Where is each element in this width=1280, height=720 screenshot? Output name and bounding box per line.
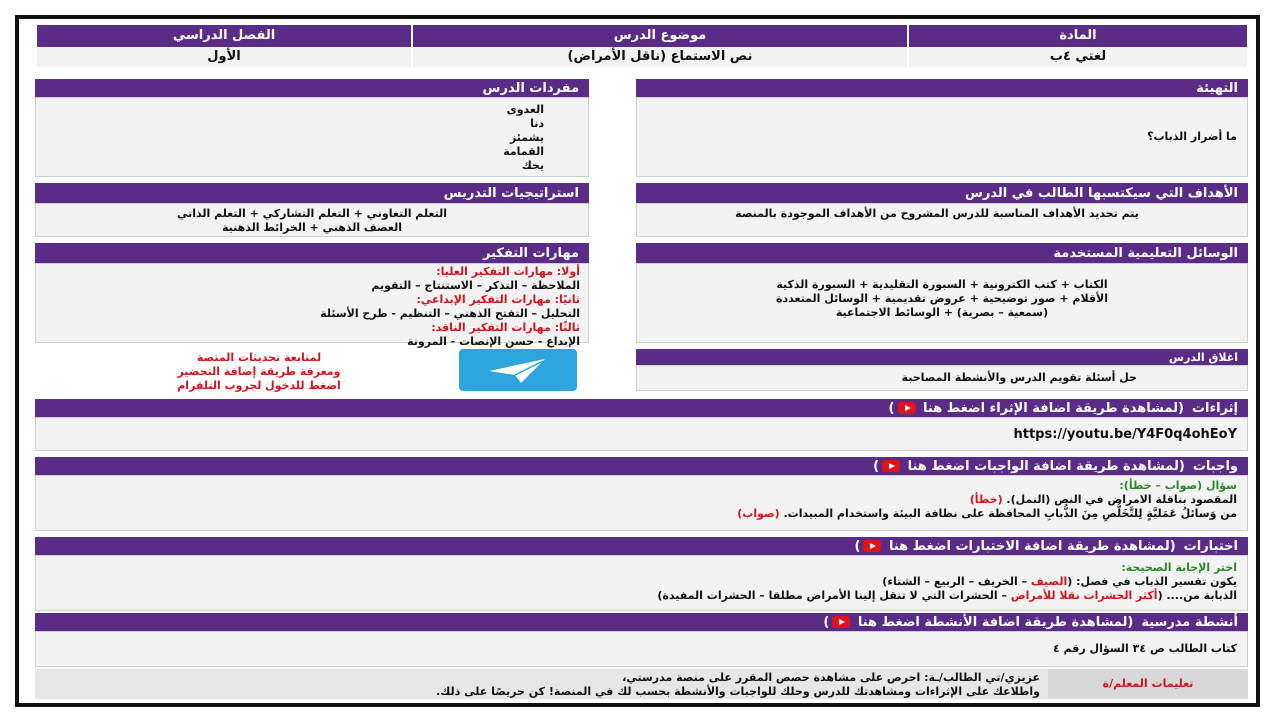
- subject-column: [907, 25, 1247, 71]
- vocabulary-title: مفردات الدرس: [35, 79, 589, 97]
- objectives-box: [636, 203, 1248, 237]
- header-table: [35, 25, 1247, 71]
- homework-question-2: من وَسائلُ عَمَليَّةٍ لِلتَّخَلُّصِ مِنَ الذُّبابِ المحافظة على نظافة البيئة واستخدام المبيدات. (صواب): [737, 507, 1237, 520]
- semester-label: الفصل الدراسي: [35, 25, 411, 47]
- subject-label: المادة: [907, 25, 1247, 47]
- enrichment-box: [35, 417, 1248, 451]
- thinking-text-2: التحليل – التفتح الذهني – التنظيم - طرح الأسئلة: [320, 307, 580, 320]
- tests-question-2: الذبابة من.... (أكثر الحشرات نقلا للأمراض – الحشرات التي لا تنقل إلينا الأمراض مطلقا – الحشرات المفيدة): [657, 589, 1237, 602]
- enrichment-link-text: (لمشاهدة طريقة اضافة الإثراء اضغط هنا: [923, 400, 1184, 416]
- enrichment-video-link[interactable]: (لمشاهدة طريقة اضافة الإثراء اضغط هنا ): [888, 400, 1184, 416]
- thinking-text-3: الإبداع - حسن الإنصات - المرونة: [407, 335, 580, 348]
- activities-box: [35, 631, 1248, 667]
- closing-box: [636, 365, 1248, 391]
- vocabulary-item: يحك: [521, 159, 544, 172]
- activities-header: [35, 613, 1248, 631]
- objectives-text: يتم تحديد الأهداف المناسبة للدرس المشروح من الأهداف الموجودة بالمنصة: [735, 207, 1139, 220]
- telegram-line-2: ومعرفة طريقة إضافة التحضير: [177, 365, 341, 378]
- youtube-icon: [863, 540, 881, 552]
- activities-video-link[interactable]: (لمشاهدة طريقة اضافة الأنشطة اضغط هنا ): [823, 614, 1134, 630]
- tests-correct-2: أكثر الحشرات نقلا للأمراض: [1010, 589, 1158, 602]
- topic-column: [411, 25, 907, 71]
- homework-answer-2: (صواب): [737, 507, 780, 520]
- vocabulary-item: العدوى: [506, 103, 544, 116]
- thinking-heading-1: أولا: مهارات التفكير العليا:: [436, 265, 580, 278]
- tests-link-text: (لمشاهدة طريقة اضافة الاختبارات اضغط هنا: [888, 538, 1176, 554]
- tests-header: [35, 537, 1248, 555]
- thinking-title: مهارات التفكير: [35, 243, 589, 263]
- tools-box: [636, 263, 1248, 343]
- vocabulary-item: القمامة: [503, 145, 544, 158]
- homework-box: [35, 475, 1248, 531]
- vocabulary-item: يشمئز: [509, 131, 544, 144]
- homework-header: [35, 457, 1248, 475]
- homework-question-1: المقصود بناقلة الامراض في النص (النمل). (خطأ): [969, 493, 1237, 506]
- telegram-icon: [459, 349, 577, 391]
- telegram-line-3: اضغط للدخول لجروب التلقرام: [177, 379, 341, 392]
- youtube-icon: [832, 616, 850, 628]
- homework-video-link[interactable]: (لمشاهدة طريقة اضافة الواجبات اضغط هنا ): [873, 458, 1185, 474]
- enrichment-title: إثراءات: [1191, 400, 1238, 416]
- tests-question-1: يكون تفسير الذباب في فصل: (الصيف – الخريف – الربيع – الشتاء): [882, 575, 1237, 588]
- vocabulary-item: دنا: [530, 117, 544, 130]
- enrichment-url[interactable]: https://youtu.be/Y4F0q4ohEoY: [1013, 426, 1237, 442]
- strategies-title: استراتيجيات التدريس: [35, 183, 589, 203]
- youtube-icon: [898, 402, 916, 414]
- teacher-label: تعليمات المعلم/ة: [1102, 677, 1194, 690]
- tools-line-3: (سمعية – بصرية) + الوسائط الاجتماعية: [835, 306, 1049, 319]
- teacher-line-1: عزيزي/تي الطالب/ـة: احرص على مشاهدة حصص المقرر على منصة مدرستي،: [622, 671, 1040, 684]
- tools-title: الوسائل التعليمية المستخدمة: [636, 243, 1248, 263]
- homework-link-text: (لمشاهدة طريقة اضافة الواجبات اضغط هنا: [907, 458, 1185, 474]
- activities-text: كتاب الطالب ص ٣٤ السؤال رقم ٤: [1052, 642, 1237, 655]
- homework-answer-1: (خطأ): [969, 493, 1003, 506]
- enrichment-header: [35, 399, 1248, 417]
- strategies-line-1: التعلم التعاوني + التعلم التشاركي + التعلم الذاتي: [176, 207, 448, 220]
- tests-question-header: اختر الإجابة الصحيحة:: [1121, 561, 1237, 574]
- tests-correct-1: الصيف: [1030, 575, 1068, 588]
- youtube-icon: [882, 460, 900, 472]
- activities-title: أنشطة مدرسية: [1141, 614, 1238, 630]
- telegram-line-1: لمتابعة تحديثات المنصة: [196, 351, 322, 364]
- objectives-title: الأهداف التي سيكتسبها الطالب في الدرس: [636, 183, 1248, 203]
- teacher-label-cell: [1048, 669, 1248, 699]
- subject-value: لغتي ٤ب: [907, 47, 1247, 67]
- tests-title: اختبارات: [1183, 538, 1238, 554]
- warmup-text: ما أضرار الذباب؟: [1147, 130, 1237, 143]
- homework-title: واجبات: [1192, 458, 1238, 474]
- tests-box: [35, 555, 1248, 611]
- homework-question-header: سؤال (صواب – خطأ):: [1119, 479, 1237, 492]
- semester-column: [35, 25, 411, 71]
- thinking-heading-2: ثانيًا: مهارات التفكير الإبداعي:: [416, 293, 580, 306]
- thinking-heading-3: ثالثًا: مهارات التفكير الناقد:: [431, 321, 580, 334]
- warmup-title: التهيئة: [636, 79, 1248, 97]
- closing-text: حل أسئلة تقويم الدرس والأنشطة المصاحبة: [901, 371, 1137, 384]
- teacher-text-cell: [35, 669, 1048, 699]
- teacher-line-2: واطلاعك على الإثراءات ومشاهدتك للدرس وحلك للواجبات والأنشطة بحسب لك في المنصة! كن حريصًا على ذلك.: [436, 685, 1040, 698]
- teacher-notes: [35, 669, 1248, 699]
- strategies-line-2: العصف الذهني + الخرائط الذهنية: [222, 221, 402, 234]
- semester-value: الأول: [35, 47, 411, 67]
- telegram-promo[interactable]: [119, 351, 399, 393]
- vocabulary-box: [35, 97, 589, 177]
- strategies-box: [35, 203, 589, 237]
- lesson-plan-sheet: [15, 15, 1260, 707]
- activities-link-text: (لمشاهدة طريقة اضافة الأنشطة اضغط هنا: [857, 614, 1134, 630]
- thinking-box: [35, 263, 589, 348]
- warmup-box: [636, 97, 1248, 177]
- telegram-button[interactable]: [459, 349, 577, 391]
- topic-value: نص الاستماع (ناقل الأمراض): [411, 47, 907, 67]
- closing-title: اغلاق الدرس: [636, 349, 1248, 365]
- tools-line-1: الكتاب + كتب الكترونية + السبورة التقليدية + السبورة الذكية: [776, 278, 1108, 291]
- tools-line-2: الأقلام + صور توضيحية + عروض تقديمية + الوسائل المتعددة: [775, 292, 1108, 305]
- thinking-text-1: الملاحظة – التذكر – الاستنتاج – التقويم: [371, 279, 580, 292]
- tests-video-link[interactable]: (لمشاهدة طريقة اضافة الاختبارات اضغط هنا ): [854, 538, 1176, 554]
- topic-label: موضوع الدرس: [411, 25, 907, 47]
